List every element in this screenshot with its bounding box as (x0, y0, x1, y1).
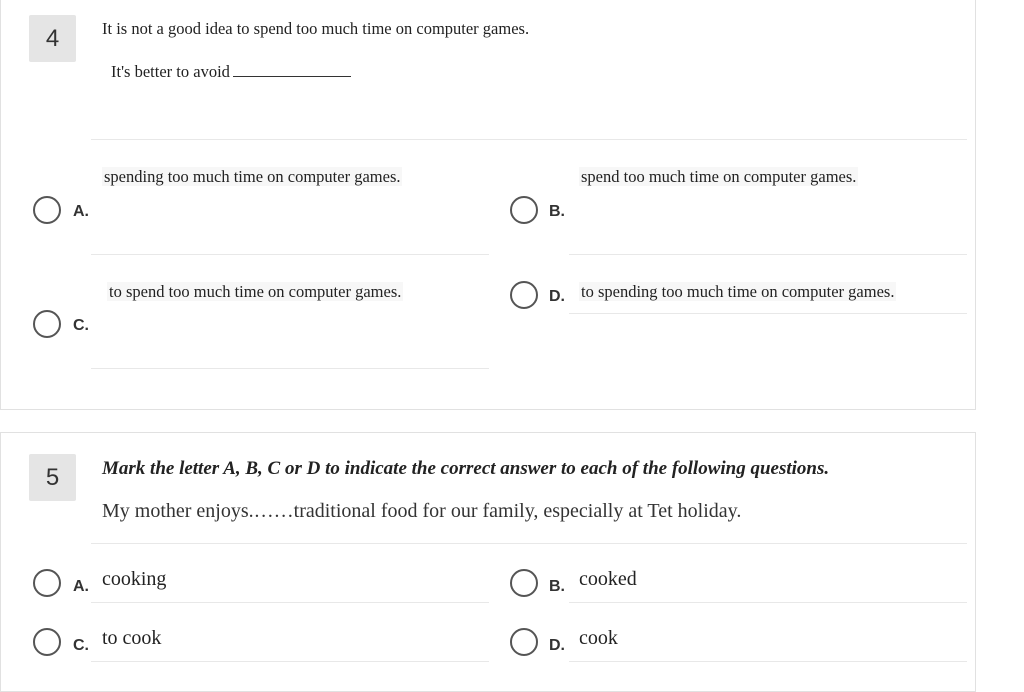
option-b-letter: B. (549, 203, 565, 220)
option-a-letter: A. (73, 203, 89, 220)
option-d-underline (569, 313, 967, 314)
option-a-letter: A. (73, 578, 89, 595)
question-number: 4 (29, 15, 76, 62)
option-b-underline (569, 254, 967, 255)
sentence-stem (111, 62, 351, 82)
answer-blank (233, 62, 351, 77)
option-d-underline (569, 661, 967, 662)
option-d-letter: D. (549, 637, 565, 654)
option-c-radio[interactable] (33, 628, 61, 656)
option-d-letter: D. (549, 288, 565, 305)
divider (91, 543, 967, 544)
option-a-text[interactable]: cooking (102, 568, 167, 590)
option-a-radio[interactable] (33, 569, 61, 597)
question-instruction: Mark the letter A, B, C or D to indicate the correct answer to each of the following questions. (102, 458, 830, 479)
option-c-letter: C. (73, 317, 89, 334)
option-a-underline (91, 602, 489, 603)
option-c-text[interactable]: to cook (102, 627, 162, 649)
option-a-underline (91, 254, 489, 255)
option-b-text[interactable]: cooked (579, 568, 637, 590)
option-c-underline (91, 661, 489, 662)
option-b-text[interactable]: spend too much time on computer games. (581, 167, 857, 186)
option-b-radio[interactable] (510, 569, 538, 597)
option-b-letter: B. (549, 578, 565, 595)
question-number: 5 (29, 454, 76, 501)
option-a-text[interactable]: spending too much time on computer games. (104, 167, 401, 186)
question-text: My mother enjoys.……traditional food for our family, especially at Tet holiday. (102, 500, 742, 522)
option-d-text[interactable]: to spending too much time on computer games. (581, 282, 895, 301)
option-b-radio[interactable] (510, 196, 538, 224)
sentence-start: It's better to avoid (111, 62, 230, 81)
question-prompt: It is not a good idea to spend too much time on computer games. (102, 19, 530, 38)
question-card-5 (0, 432, 976, 692)
option-d-text[interactable]: cook (579, 627, 618, 649)
option-d-radio[interactable] (510, 628, 538, 656)
option-c-radio[interactable] (33, 310, 61, 338)
option-c-text[interactable]: to spend too much time on computer games. (109, 282, 402, 301)
option-a-radio[interactable] (33, 196, 61, 224)
option-c-letter: C. (73, 637, 89, 654)
option-c-underline (91, 368, 489, 369)
option-b-underline (569, 602, 967, 603)
divider (91, 139, 967, 140)
option-d-radio[interactable] (510, 281, 538, 309)
